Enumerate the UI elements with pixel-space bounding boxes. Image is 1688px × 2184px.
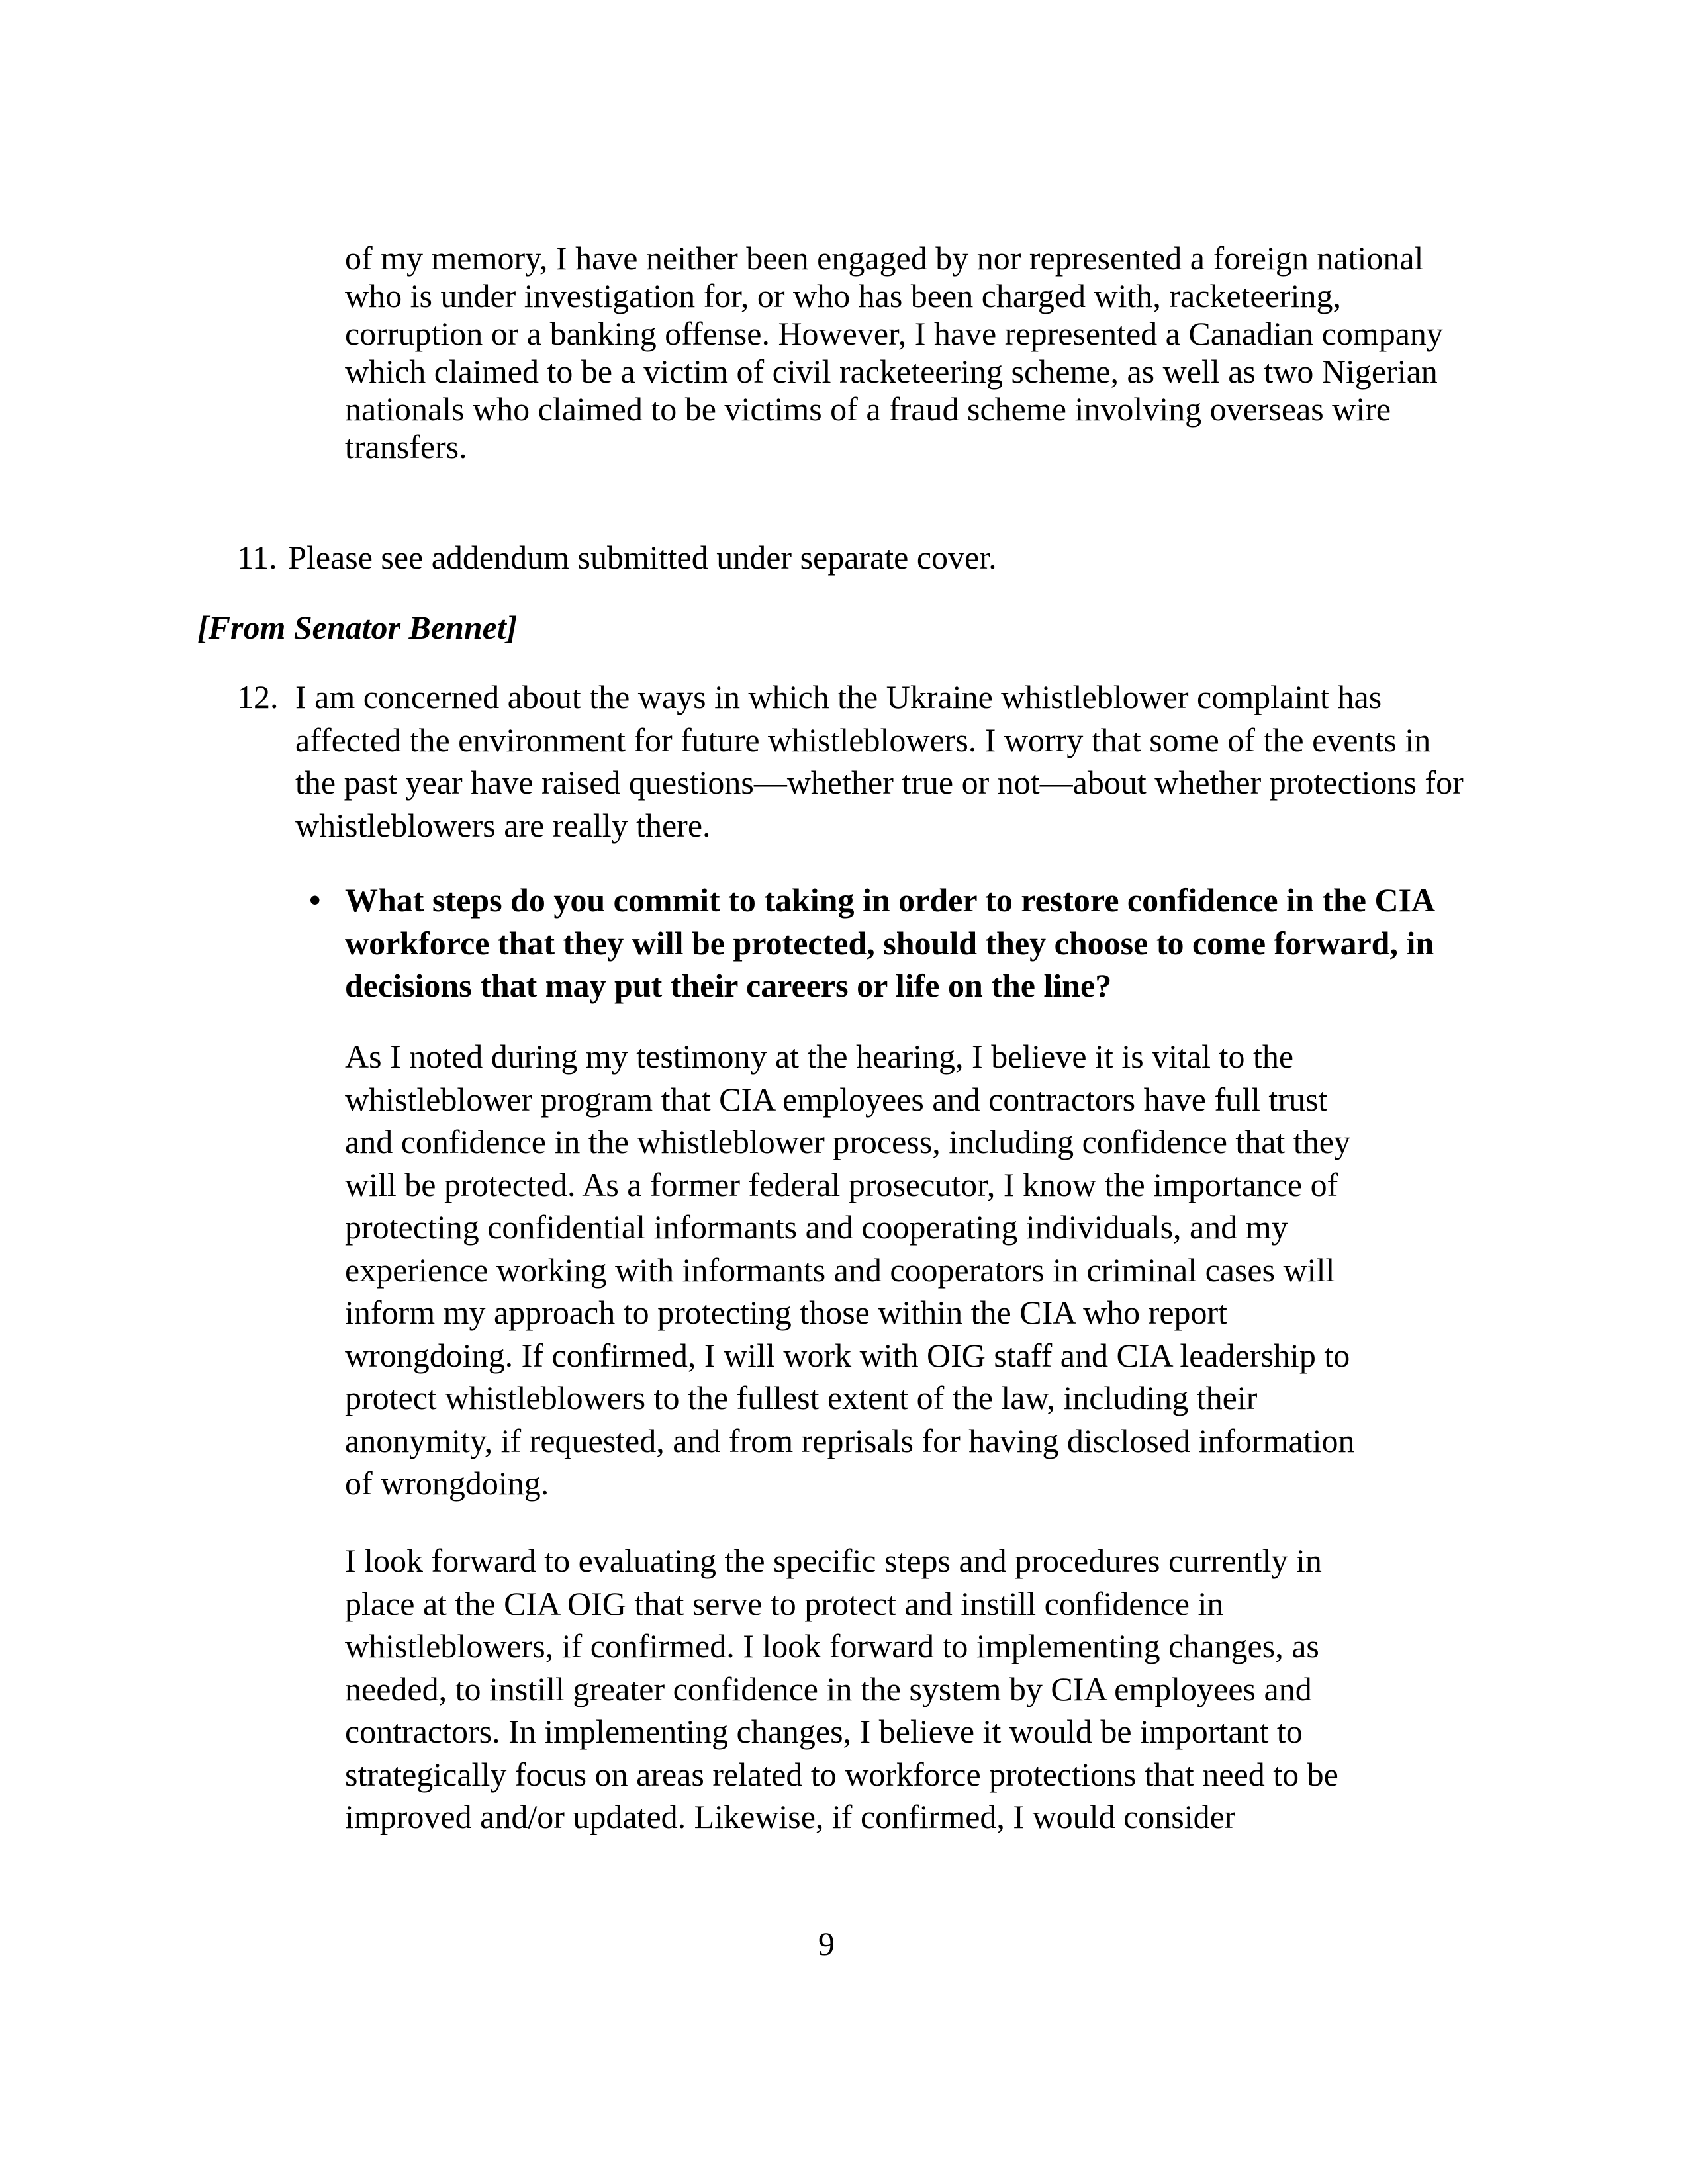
- text-line: will be protected. As a former federal prosecutor, I know the importance of: [345, 1165, 1338, 1203]
- text-line: corruption or a banking offense. However, I have represented a Canadian company: [345, 315, 1443, 352]
- text-line: I am concerned about the ways in which the Ukraine whistleblower complaint has: [295, 678, 1382, 715]
- item-text: Please see addendum submitted under separate cover.: [288, 539, 997, 576]
- answer-paragraph-2: [345, 1539, 1338, 1839]
- text-line: decisions that may put their careers or life on the line?: [345, 967, 1112, 1004]
- text-line: which claimed to be a victim of civil racketeering scheme, as well as two Nigerian: [345, 353, 1438, 390]
- text-line: wrongdoing. If confirmed, I will work with OIG staff and CIA leadership to: [345, 1336, 1350, 1374]
- continuation-paragraph: [345, 240, 1443, 466]
- text-line: affected the environment for future whistleblowers. I worry that some of the events in: [295, 721, 1431, 758]
- text-line: transfers.: [345, 428, 467, 465]
- text-line: protect whistleblowers to the fullest extent of the law, including their: [345, 1379, 1258, 1416]
- text-line: contractors. In implementing changes, I believe it would be important to: [345, 1713, 1303, 1750]
- bullet-icon: •: [309, 882, 321, 919]
- item-number: 12.: [237, 678, 279, 715]
- text-line: the past year have raised questions—whether true or not—about whether protections for: [295, 764, 1464, 801]
- text-line: What steps do you commit to taking in order to restore confidence in the CIA: [345, 882, 1436, 919]
- text-line: experience working with informants and cooperators in criminal cases will: [345, 1251, 1335, 1289]
- text-line: whistleblowers, if confirmed. I look forward to implementing changes, as: [345, 1627, 1319, 1664]
- text-line: inform my approach to protecting those within the CIA who report: [345, 1294, 1228, 1331]
- text-line: place at the CIA OIG that serve to protect and instill confidence in: [345, 1584, 1224, 1622]
- question-text: [345, 879, 1435, 1007]
- page-number: 9: [818, 1925, 835, 1962]
- text-line: whistleblower program that CIA employees and contractors have full trust: [345, 1080, 1328, 1118]
- text-line: workforce that they will be protected, should they choose to come forward, in: [345, 924, 1434, 962]
- text-line: protecting confidential informants and cooperating individuals, and my: [345, 1208, 1288, 1246]
- text-line: who is under investigation for, or who has been charged with, racketeering,: [345, 277, 1341, 314]
- item-text: [295, 676, 1464, 846]
- text-line: As I noted during my testimony at the hearing, I believe it is vital to the: [345, 1038, 1294, 1075]
- text-line: of wrongdoing.: [345, 1465, 549, 1502]
- text-line: nationals who claimed to be victims of a fraud scheme involving overseas wire: [345, 390, 1391, 428]
- text-line: I look forward to evaluating the specific steps and procedures currently in: [345, 1542, 1322, 1579]
- item-number: 11.: [237, 539, 277, 576]
- list-item-11: [237, 537, 997, 577]
- text-line: of my memory, I have neither been engaged by nor represented a foreign national: [345, 240, 1424, 277]
- text-line: and confidence in the whistleblower process, including confidence that they: [345, 1123, 1350, 1160]
- text-line: anonymity, if requested, and from reprisals for having disclosed information: [345, 1422, 1355, 1459]
- text-line: whistleblowers are really there.: [295, 806, 711, 844]
- text-line: needed, to instill greater confidence in the system by CIA employees and: [345, 1670, 1312, 1707]
- text-line: strategically focus on areas related to workforce protections that need to be: [345, 1755, 1338, 1793]
- section-heading: [From Senator Bennet]: [197, 609, 518, 646]
- text-line: improved and/or updated. Likewise, if confirmed, I would consider: [345, 1798, 1236, 1835]
- answer-paragraph-1: [345, 1035, 1355, 1505]
